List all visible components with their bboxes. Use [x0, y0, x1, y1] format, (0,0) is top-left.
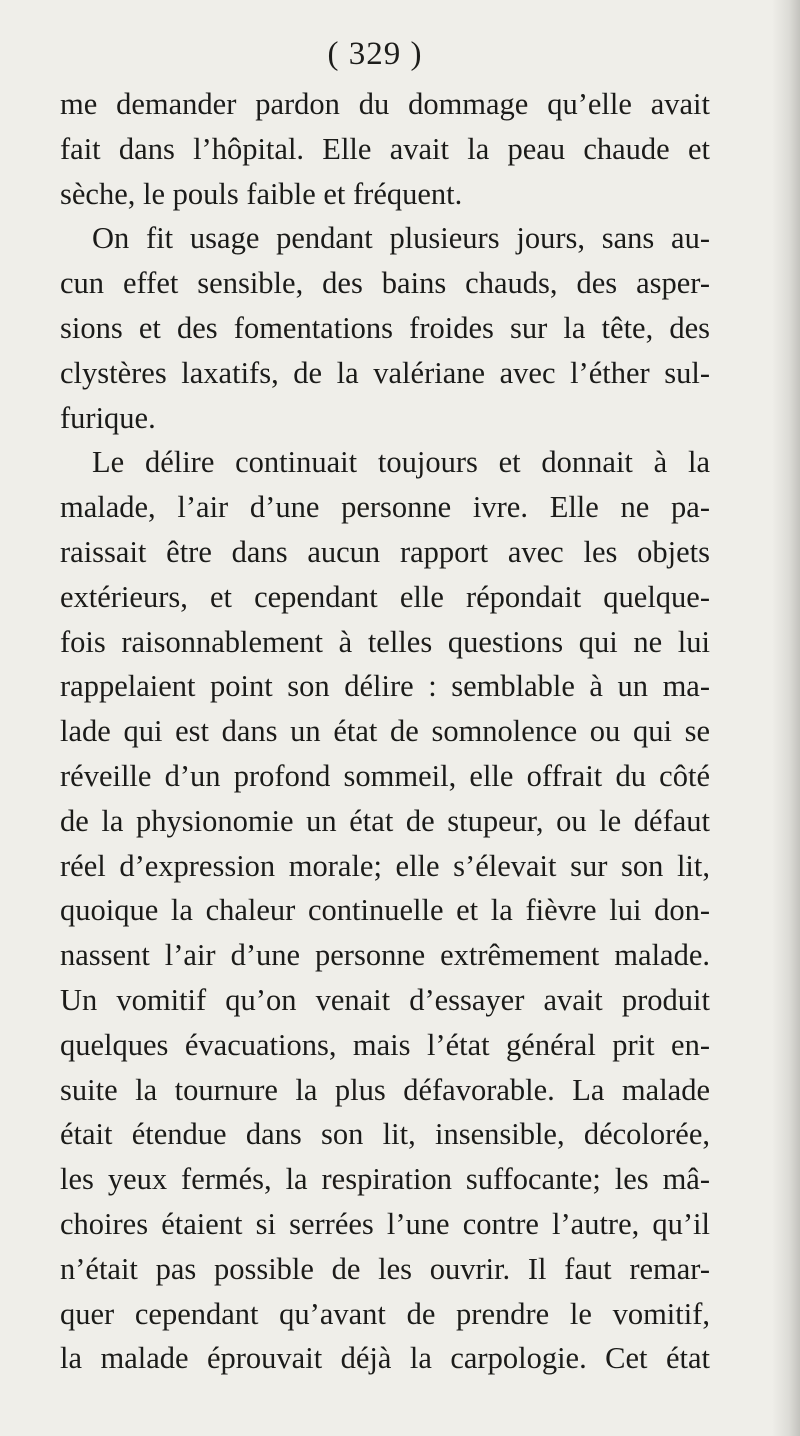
text-line: rappelaient point son délire : semblable à un ma- — [60, 669, 710, 704]
text-line: suite la tournure la plus défavorable. La malade — [60, 1072, 710, 1107]
text-line: sèche, le pouls faible et fréquent. — [60, 176, 463, 211]
text-line: quelques évacuations, mais l’état général prit en- — [60, 1027, 710, 1062]
text-line: cun effet sensible, des bains chauds, des asper- — [60, 266, 710, 301]
text-line: de la physionomie un état de stupeur, ou le défaut — [60, 803, 710, 838]
text-line: lade qui est dans un état de somnolence ou qui se — [60, 714, 710, 749]
text-line: réel d’expression morale; elle s’élevait sur son lit, — [60, 848, 710, 883]
text-line: choires étaient si serrées l’une contre l’autre, qu’il — [60, 1206, 710, 1241]
body-text — [60, 82, 710, 1381]
text-line: Le délire continuait toujours et donnait à la — [92, 445, 710, 480]
text-line: était étendue dans son lit, insensible, décolorée, — [60, 1117, 710, 1152]
text-line: Un vomitif qu’on venait d’essayer avait produit — [60, 982, 710, 1017]
text-line: fois raisonnablement à telles questions qui ne lui — [60, 624, 710, 659]
text-line: n’était pas possible de les ouvrir. Il faut remar- — [60, 1251, 710, 1286]
text-line: furique. — [60, 400, 156, 435]
text-line: quer cependant qu’avant de prendre le vomitif, — [60, 1296, 710, 1331]
text-line: clystères laxatifs, de la valériane avec l’éther sul- — [60, 355, 710, 390]
text-line: me demander pardon du dommage qu’elle avait — [60, 87, 710, 121]
text-line: quoique la chaleur continuelle et la fièvre lui don- — [60, 893, 710, 928]
text-line: réveille d’un profond sommeil, elle offrait du côté — [60, 758, 710, 793]
text-line: sions et des fomentations froides sur la tête, des — [60, 310, 710, 345]
text-line: malade, l’air d’une personne ivre. Elle ne pa- — [60, 490, 710, 525]
page-gutter-shadow — [772, 0, 800, 1436]
text-line: raissait être dans aucun rapport avec les objets — [60, 534, 710, 569]
text-line: On fit usage pendant plusieurs jours, sans au- — [92, 221, 710, 256]
text-line: la malade éprouvait déjà la carpologie. Cet état — [60, 1341, 710, 1376]
text-line: nassent l’air d’une personne extrêmement malade. — [60, 938, 710, 973]
text-line: les yeux fermés, la respiration suffocante; les mâ- — [60, 1162, 710, 1197]
text-line: fait dans l’hôpital. Elle avait la peau chaude et — [60, 131, 710, 166]
text-line: extérieurs, et cependant elle répondait quelque- — [60, 579, 710, 614]
page-number: ( 329 ) — [327, 36, 423, 72]
